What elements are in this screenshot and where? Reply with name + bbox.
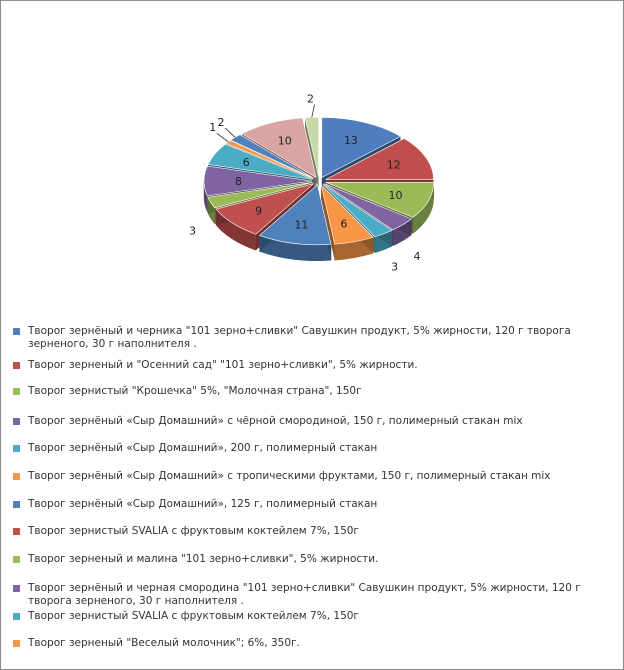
legend-swatch <box>13 613 20 620</box>
label-leader-line <box>217 133 228 142</box>
pie-slice-label: 13 <box>343 134 358 148</box>
pie-slice-label: 9 <box>255 204 263 218</box>
legend-item <box>13 470 617 483</box>
pie-slice-label: 3 <box>391 260 399 274</box>
legend-label: Творог зерненый и малина "101 зерно+сливки", 5% жирности. <box>28 553 379 565</box>
pie-slice-label: 2 <box>307 92 315 106</box>
legend-swatch <box>13 528 20 535</box>
pie-slice-label: 11 <box>294 218 309 232</box>
legend-swatch <box>13 418 20 425</box>
legend-label: Творог зернёный «Сыр Домашний», 125 г, полимерный стакан <box>28 498 378 510</box>
pie-slice-label: 6 <box>242 155 250 169</box>
label-leader-line <box>312 104 315 117</box>
legend-label: Творог зернёный «Сыр Домашний», 200 г, полимерный стакан <box>28 442 378 454</box>
pie-slice-label: 12 <box>386 158 401 172</box>
legend-item <box>13 359 617 372</box>
label-leader-line <box>225 128 235 137</box>
pie-slice-label: 2 <box>217 115 225 129</box>
legend-label: Творог зернёный и черная смородина "101 зерно+сливки" Савушкин продукт, 5% жирности, 120 г творога зерненого, 30 г наполнителя . <box>28 582 581 607</box>
legend-label: Творог зернистый SVALIA с фруктовым коктейлем 7%, 150г <box>28 525 359 537</box>
legend-swatch <box>13 473 20 480</box>
legend-item <box>13 498 617 511</box>
pie-slice-label: 3 <box>189 224 197 238</box>
legend-item <box>13 610 617 623</box>
legend-item <box>13 525 617 538</box>
legend-label: Творог зернистый SVALIA с фруктовым коктейлем 7%, 150г <box>28 610 359 622</box>
legend-label: Творог зерненый "Веселый молочник"; 6%, 350г. <box>28 637 300 649</box>
legend-item <box>13 325 617 351</box>
legend-swatch <box>13 556 20 563</box>
legend-item <box>13 385 617 398</box>
legend-swatch <box>13 640 20 647</box>
legend-label: Творог зерненый и "Осенний сад" "101 зерно+сливки", 5% жирности. <box>28 359 418 371</box>
pie-slice-label: 10 <box>388 188 403 202</box>
legend-item <box>13 415 617 428</box>
legend-swatch <box>13 445 20 452</box>
legend-item <box>13 582 617 608</box>
legend-label: Творог зернистый "Крошечка" 5%, "Молочная страна", 150г <box>28 385 362 397</box>
legend-swatch <box>13 362 20 369</box>
pie-slice-label: 6 <box>340 217 348 231</box>
legend-item <box>13 553 617 566</box>
legend-swatch <box>13 501 20 508</box>
legend-swatch <box>13 585 20 592</box>
pie-chart <box>1 1 623 321</box>
legend-label: Творог зернёный «Сыр Домашний» с чёрной смородиной, 150 г, полимерный стакан mix <box>28 415 523 427</box>
legend-swatch <box>13 388 20 395</box>
pie-slice-label: 1 <box>209 121 217 135</box>
legend-label: Творог зернёный «Сыр Домашний» с тропическими фруктами, 150 г, полимерный стакан mix <box>28 470 551 482</box>
legend-swatch <box>13 328 20 335</box>
pie-slice-label: 8 <box>235 175 243 188</box>
pie-slice-label: 4 <box>413 250 421 264</box>
pie-slice-label: 10 <box>277 134 292 148</box>
legend-item <box>13 442 617 455</box>
legend-label: Творог зернёный и черника "101 зерно+сливки" Савушкин продукт, 5% жирности, 120 г творога зерненого, 30 г наполнителя . <box>28 325 571 350</box>
legend-item <box>13 637 617 650</box>
